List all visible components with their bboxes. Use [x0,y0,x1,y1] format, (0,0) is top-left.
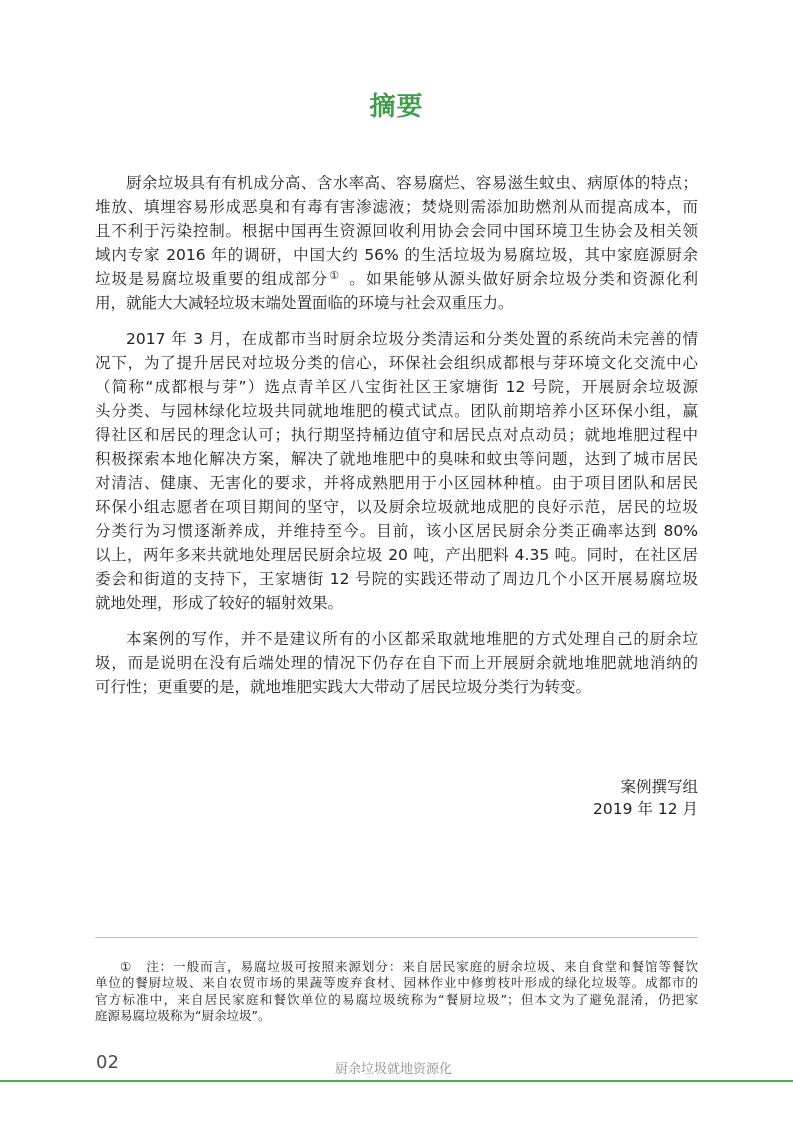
footnote-line-text: 注：一般而言，易腐垃圾可按照来源划分：来自居民家庭的厨余垃圾、来自食堂和餐馆等餐饮 [146,959,698,974]
paragraph-line: 积极探索本地化解决方案，解决了就地堆肥中的臭味和蚊虫等问题，达到了城市居民 [95,450,698,468]
paragraph-line-segment: 。如果能够从源头做好厨余垃圾分类和资源化利 [349,270,698,288]
footnote-divider [95,937,698,938]
paragraph-line: 2017 年 3 月，在成都市当时厨余垃圾分类清运和分类处置的系统尚未完善的情 [126,330,698,348]
paragraph-line: 用，就能大大减轻垃圾末端处置面临的环境与社会双重压力。 [95,294,514,312]
paragraph-line-segment: 垃圾是易腐垃圾重要的组成部分 [95,270,329,288]
paragraph-line: 且不利于污染控制。根据中国再生资源回收利用协会会同中国环境卫生协会及相关领 [95,222,698,240]
abstract-paragraph-1 [95,171,698,315]
paragraph-line: 得社区和居民的理念认可；执行期坚持桶边值守和居民点对点动员；就地堆肥过程中 [95,426,698,444]
paragraph-line: 分类行为习惯逐渐养成，并维持至今。目前，该小区居民厨余分类正确率达到 80% [95,522,698,540]
paragraph-line: 以上，两年多来共就地处理居民厨余垃圾 20 吨，产出肥料 4.35 吨。同时，在社区居 [95,546,698,564]
abstract-body [95,171,698,711]
paragraph-line: （简称“成都根与芽”）选点青羊区八宝街社区王家塘街 12 号院，开展厨余垃圾源 [95,378,698,396]
signature-author: 案例撰写组 [620,778,698,796]
paragraph-line: 可行性；更重要的是，就地堆肥实践大大带动了居民垃圾分类行为转变。 [95,678,592,696]
footnote-reference: ① [329,269,341,282]
paragraph-line: 环保小组志愿者在项目期间的坚守，以及厨余垃圾就地成肥的良好示范，居民的垃圾 [95,498,698,516]
paragraph-line: 对清洁、健康、无害化的要求，并将成熟肥用于小区园林种植。由于项目团队和居民 [95,474,698,492]
footer-rule [0,1080,793,1082]
footnote [95,959,698,1024]
paragraph-line: 况下，为了提升居民对垃圾分类的信心，环保社会组织成都根与芽环境文化交流中心 [95,354,698,372]
paragraph-line: 头分类、与园林绿化垃圾共同就地堆肥的模式试点。团队前期培养小区环保小组，赢 [95,402,698,420]
paragraph-line: 堆放、填埋容易形成恶臭和有毒有害渗滤液；焚烧则需添加助燃剂从而提高成本，而 [95,198,698,216]
signature-date: 2019 年 12 月 [593,800,698,818]
footnote-line: 庭源易腐垃圾称为“厨余垃圾”。 [95,1007,271,1023]
footnote-marker: ① [120,959,133,974]
paragraph-line [95,267,698,291]
paragraph-line: 就地处理，形成了较好的辐射效果。 [95,594,344,612]
paragraph-line: 本案例的写作，并不是建议所有的小区都采取就地堆肥的方式处理自己的厨余垃 [126,630,698,648]
paragraph-line: 委会和街道的支持下，王家塘街 12 号院的实践还带动了周边几个小区开展易腐垃圾 [95,570,698,588]
footnote-line [95,959,698,975]
abstract-paragraph-2 [95,327,698,615]
page-title: 摘要 [369,92,424,122]
page-number: 02 [96,1052,119,1073]
footnote-line: 官方标准中，来自居民家庭和餐饮单位的易腐垃圾统称为“餐厨垃圾”；但本文为了避免混淆，仍把家 [95,991,698,1007]
paragraph-line: 域内专家 2016 年的调研，中国大约 56% 的生活垃圾为易腐垃圾，其中家庭源厨余 [95,246,698,264]
signature-block [593,776,698,820]
paragraph-line: 圾，而是说明在没有后端处理的情况下仍存在自下而上开展厨余就地堆肥就地消纳的 [95,654,698,672]
footnote-line: 单位的餐厨垃圾、来自农贸市场的果蔬等废弃食材、园林作业中修剪枝叶形成的绿化垃圾等。成都市的 [95,975,698,991]
paragraph-line: 厨余垃圾具有有机成分高、含水率高、容易腐烂、容易滋生蚊虫、病原体的特点； [126,174,698,192]
abstract-paragraph-3 [95,627,698,699]
running-footer: 厨余垃圾就地资源化 [335,1062,453,1077]
